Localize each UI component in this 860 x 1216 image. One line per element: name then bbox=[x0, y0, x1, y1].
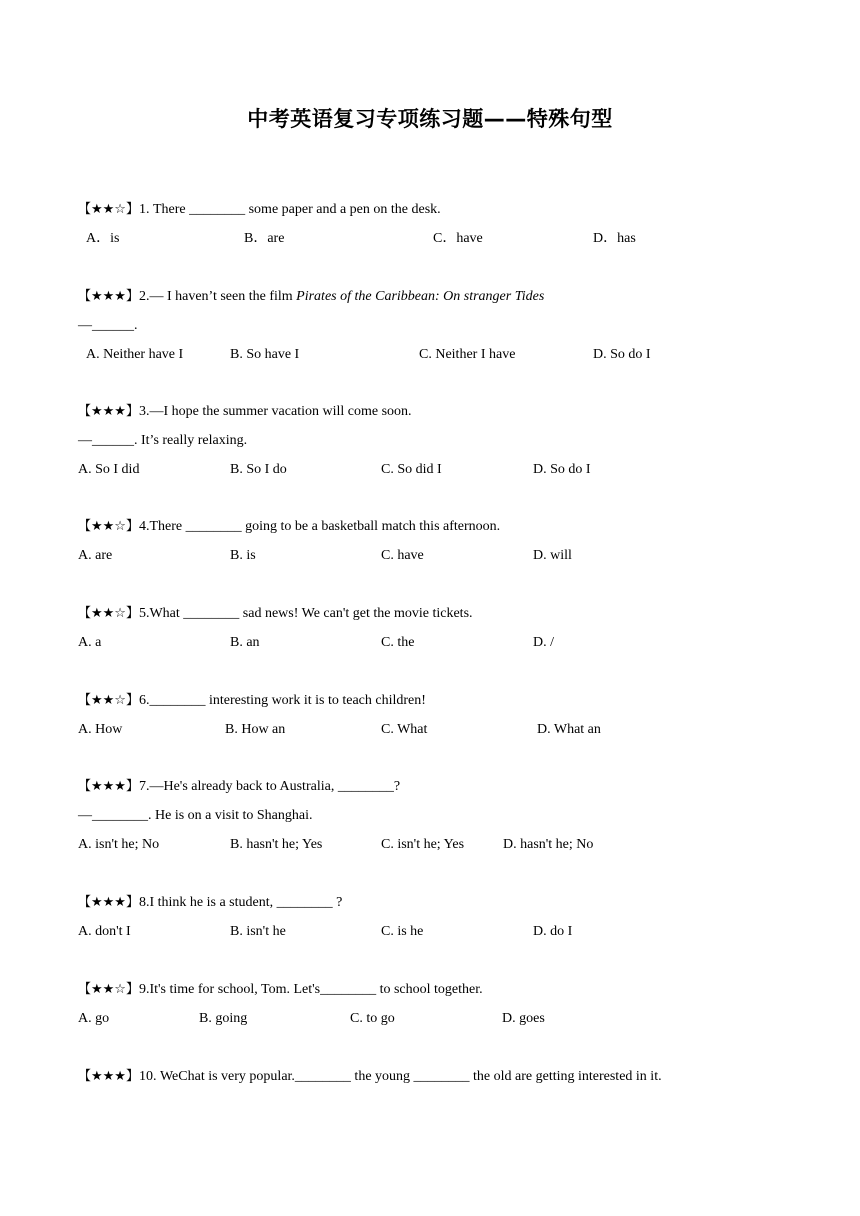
question-10 bbox=[78, 1062, 798, 1091]
option-d: D. hasn't he; No bbox=[503, 837, 594, 852]
question-7 bbox=[78, 772, 798, 859]
question-2 bbox=[78, 282, 798, 369]
difficulty-stars: 【★★★】 bbox=[78, 1069, 139, 1084]
options-row bbox=[78, 224, 798, 253]
question-stem: 7.—He's already back to Australia, ________? bbox=[138, 779, 401, 794]
option-b: B. an bbox=[230, 635, 260, 650]
option-b: B. hasn't he; Yes bbox=[230, 837, 323, 852]
question-stem: 6.________ interesting work it is to teach children! bbox=[138, 693, 426, 708]
option-c: C. So did I bbox=[381, 462, 442, 477]
question-stem: 5.What ________ sad news! We can't get the movie tickets. bbox=[138, 606, 473, 621]
question-6 bbox=[78, 686, 798, 744]
question-stem: 3.—I hope the summer vacation will come soon. bbox=[138, 404, 412, 419]
option-c: C. Neither I have bbox=[419, 347, 516, 362]
option-b: B. How an bbox=[225, 722, 286, 737]
option-a: A. isn't he; No bbox=[78, 837, 160, 852]
difficulty-stars: 【★★☆】 bbox=[78, 202, 139, 217]
option-b: B. is bbox=[230, 548, 256, 563]
option-c: C. What bbox=[381, 722, 428, 737]
option-c: C. isn't he; Yes bbox=[381, 837, 465, 852]
option-a: A. a bbox=[78, 635, 102, 650]
option-d: D. So do I bbox=[533, 462, 591, 477]
difficulty-stars: 【★★★】 bbox=[78, 895, 139, 910]
options-row bbox=[78, 340, 798, 369]
option-c: C. to go bbox=[350, 1011, 395, 1026]
option-d: D. do I bbox=[533, 924, 573, 939]
option-a: A. How bbox=[78, 722, 123, 737]
question-3 bbox=[78, 397, 798, 484]
difficulty-stars: 【★★☆】 bbox=[78, 693, 139, 708]
page-title: 中考英语复习专项练习题——特殊句型 bbox=[247, 107, 613, 131]
option-c: C. is he bbox=[381, 924, 424, 939]
answer-line: —______. bbox=[78, 318, 138, 333]
question-1 bbox=[78, 195, 798, 253]
option-d: D. will bbox=[533, 548, 572, 563]
option-c: C. have bbox=[381, 548, 424, 563]
option-d: D．has bbox=[593, 231, 636, 246]
difficulty-stars: 【★★★】 bbox=[78, 404, 139, 419]
question-stem: 10. WeChat is very popular.________ the young ________ the old are getting interested in it. bbox=[138, 1069, 662, 1084]
option-c: C. the bbox=[381, 635, 415, 650]
option-b: B. going bbox=[199, 1011, 248, 1026]
options-row bbox=[78, 628, 798, 657]
question-stem: 4.There ________ going to be a basketball match this afternoon. bbox=[138, 519, 501, 534]
option-a: A. go bbox=[78, 1011, 110, 1026]
difficulty-stars: 【★★☆】 bbox=[78, 519, 139, 534]
answer-line: —______. It’s really relaxing. bbox=[78, 433, 248, 448]
question-stem: 1. There ________ some paper and a pen on the desk. bbox=[138, 202, 441, 217]
difficulty-stars: 【★★★】 bbox=[78, 779, 139, 794]
option-a: A. So I did bbox=[78, 462, 140, 477]
option-b: B. So I do bbox=[230, 462, 287, 477]
option-a: A．is bbox=[86, 231, 120, 246]
question-stem: 9.It's time for school, Tom. Let's________ to school together. bbox=[138, 982, 483, 997]
option-b: B. So have I bbox=[230, 347, 300, 362]
question-8 bbox=[78, 888, 798, 946]
option-b: B．are bbox=[244, 231, 285, 246]
option-d: D. / bbox=[533, 635, 554, 650]
question-stem: 8.I think he is a student, ________ ? bbox=[138, 895, 343, 910]
film-title: Pirates of the Caribbean: On stranger Tides bbox=[296, 289, 545, 304]
difficulty-stars: 【★★☆】 bbox=[78, 982, 139, 997]
question-4 bbox=[78, 512, 798, 570]
option-a: A. Neither have I bbox=[86, 347, 184, 362]
options-row bbox=[78, 715, 798, 744]
option-a: A. don't I bbox=[78, 924, 131, 939]
option-d: D. What an bbox=[537, 722, 601, 737]
options-row bbox=[78, 830, 798, 859]
option-b: B. isn't he bbox=[230, 924, 286, 939]
option-a: A. are bbox=[78, 548, 113, 563]
difficulty-stars: 【★★★】 bbox=[78, 289, 139, 304]
options-row bbox=[78, 541, 798, 570]
option-d: D. So do I bbox=[593, 347, 651, 362]
option-d: D. goes bbox=[502, 1011, 545, 1026]
options-row bbox=[78, 1004, 798, 1033]
difficulty-stars: 【★★☆】 bbox=[78, 606, 139, 621]
question-5 bbox=[78, 599, 798, 657]
question-stem: 2.— I haven’t seen the film bbox=[138, 289, 297, 304]
options-row bbox=[78, 455, 798, 484]
option-c: C．have bbox=[433, 231, 483, 246]
answer-line: —________. He is on a visit to Shanghai. bbox=[78, 808, 313, 823]
question-9 bbox=[78, 975, 798, 1033]
options-row bbox=[78, 917, 798, 946]
